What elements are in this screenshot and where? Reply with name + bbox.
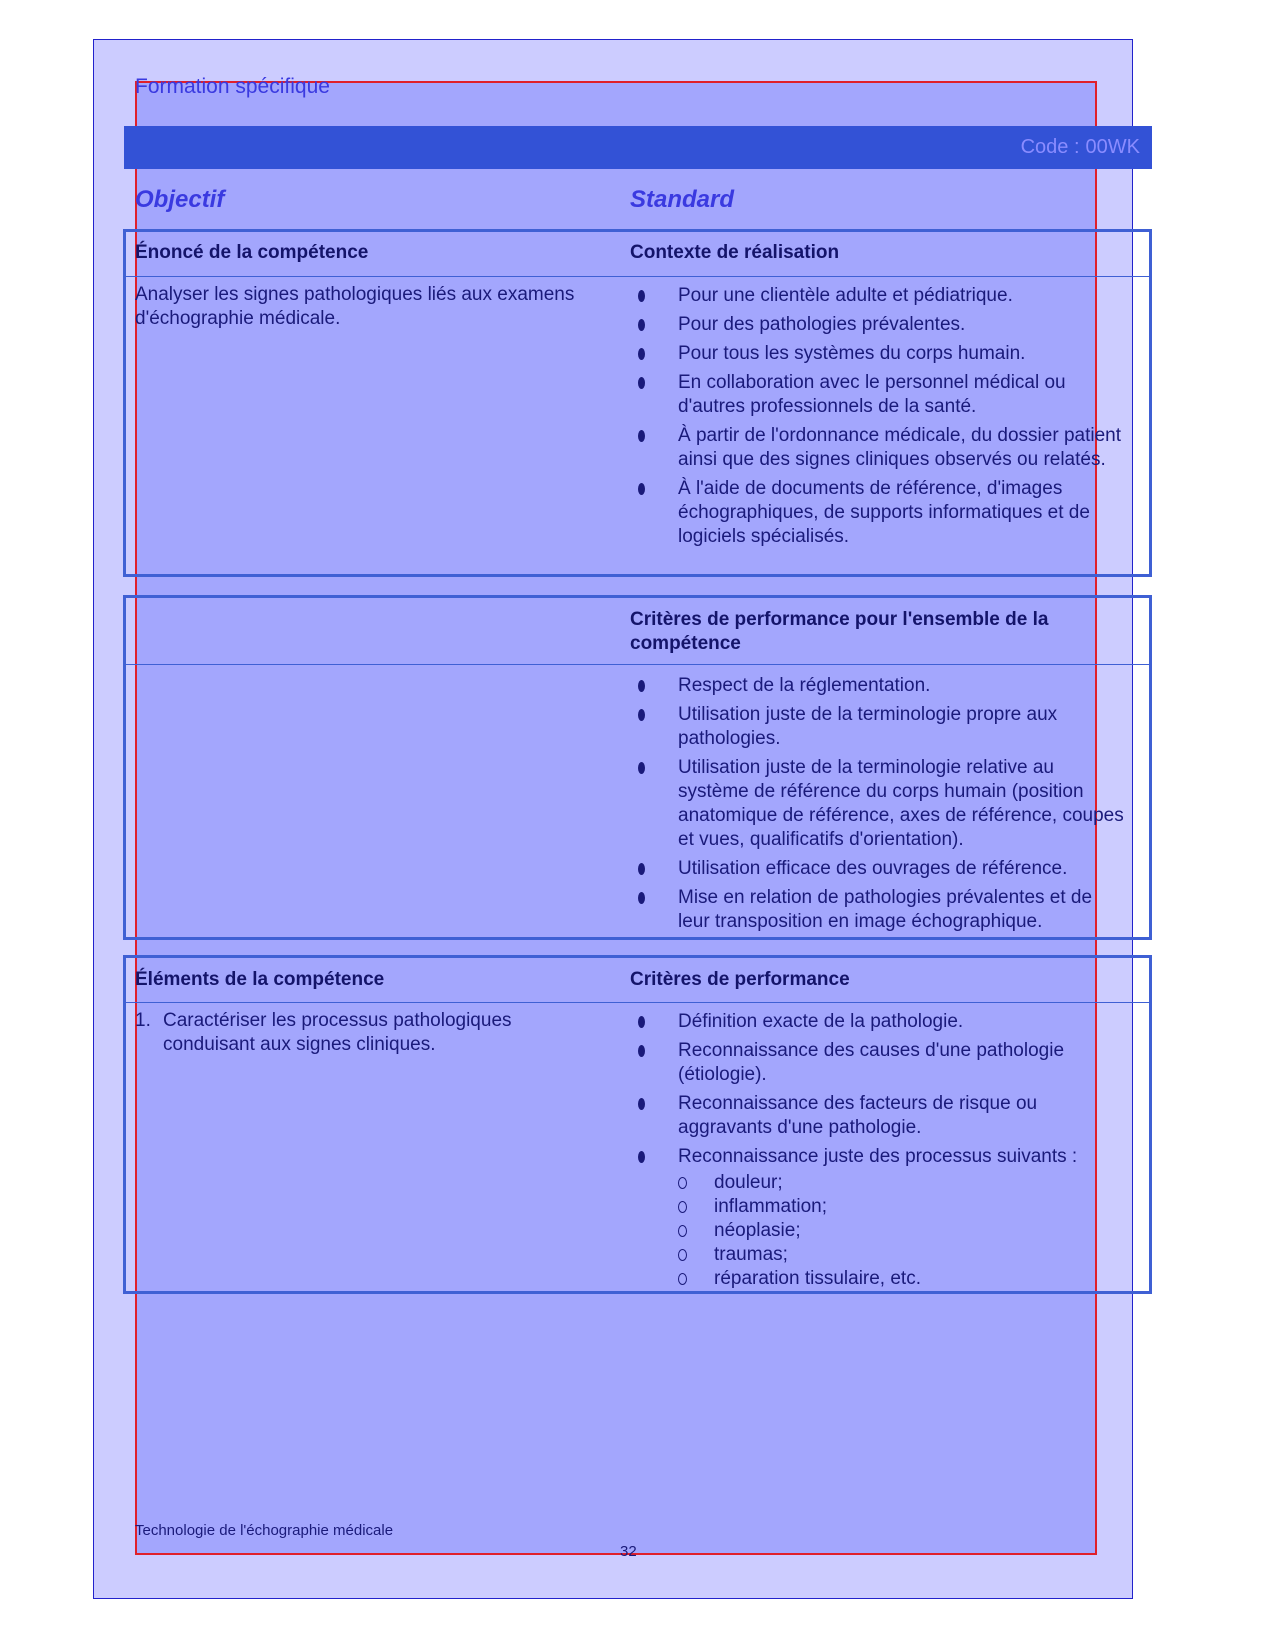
list-item: Pour tous les systèmes du corps humain. [636, 342, 1126, 366]
list-item: À l'aide de documents de référence, d'images échographiques, de supports informatiques et de logiciels spécialisés. [636, 477, 1126, 549]
sub-list-item: douleur; [678, 1171, 1126, 1195]
competence-statement: Analyser les signes pathologiques liés aux examens d'échographie médicale. [135, 284, 575, 329]
list-item: Définition exacte de la pathologie. [636, 1010, 1126, 1034]
list-item: Reconnaissance des causes d'une pathologie (étiologie). [636, 1039, 1126, 1087]
standard-title: Standard [630, 186, 735, 213]
code-label: Code : [1020, 136, 1080, 158]
list-item-text: Reconnaissance juste des processus suivants : [678, 1146, 1078, 1167]
list-item: Utilisation juste de la terminologie propre aux pathologies. [636, 703, 1126, 751]
section-label: Formation spécifique [135, 75, 330, 98]
list-item: Pour une clientèle adulte et pédiatrique. [636, 284, 1126, 308]
sub-list-item: néoplasie; [678, 1219, 1126, 1243]
sub-list-item: réparation tissulaire, etc. [678, 1267, 1126, 1291]
sub-list [678, 1171, 1126, 1291]
list-item: Reconnaissance des facteurs de risque ou aggravants d'une pathologie. [636, 1092, 1126, 1140]
overall-criteria-heading: Critères de performance pour l'ensemble de la compétence [630, 609, 1049, 654]
sub-list-item: inflammation; [678, 1195, 1126, 1219]
code-display [1015, 136, 1140, 159]
list-item: À partir de l'ordonnance médicale, du dossier patient ainsi que des signes cliniques observés ou relatés. [636, 424, 1126, 472]
code-bar [124, 126, 1152, 169]
list-item: Mise en relation de pathologies prévalentes et de leur transposition en image échographique. [636, 886, 1126, 934]
elements-heading: Éléments de la compétence [135, 969, 385, 990]
statement-heading: Énoncé de la compétence [135, 242, 369, 263]
program-name: Technologie de l'échographie médicale [135, 1522, 394, 1539]
list-item: En collaboration avec le personnel médical ou d'autres professionnels de la santé. [636, 371, 1126, 419]
context-list [636, 284, 1126, 554]
overall-criteria-list [636, 674, 1126, 939]
list-item [636, 1145, 1126, 1291]
objective-title: Objectif [135, 186, 225, 213]
list-item: Respect de la réglementation. [636, 674, 1126, 698]
element-number: 1. [135, 1010, 151, 1031]
list-item: Pour des pathologies prévalentes. [636, 313, 1126, 337]
element-item [135, 1009, 575, 1057]
list-item: Utilisation juste de la terminologie relative au système de référence du corps humain (position anatomique de référence, axes de référence, coupes et vues, qualificatifs d'orientation). [636, 756, 1126, 852]
criteria-heading: Critères de performance [630, 969, 850, 990]
list-item: Utilisation efficace des ouvrages de référence. [636, 857, 1126, 881]
sub-list-item: traumas; [678, 1243, 1126, 1267]
page-number: 32 [620, 1543, 637, 1560]
criteria-list [636, 1010, 1126, 1296]
code-value: 00WK [1085, 136, 1140, 158]
element-text: Caractériser les processus pathologiques conduisant aux signes cliniques. [163, 1010, 512, 1055]
context-heading: Contexte de réalisation [630, 242, 840, 263]
